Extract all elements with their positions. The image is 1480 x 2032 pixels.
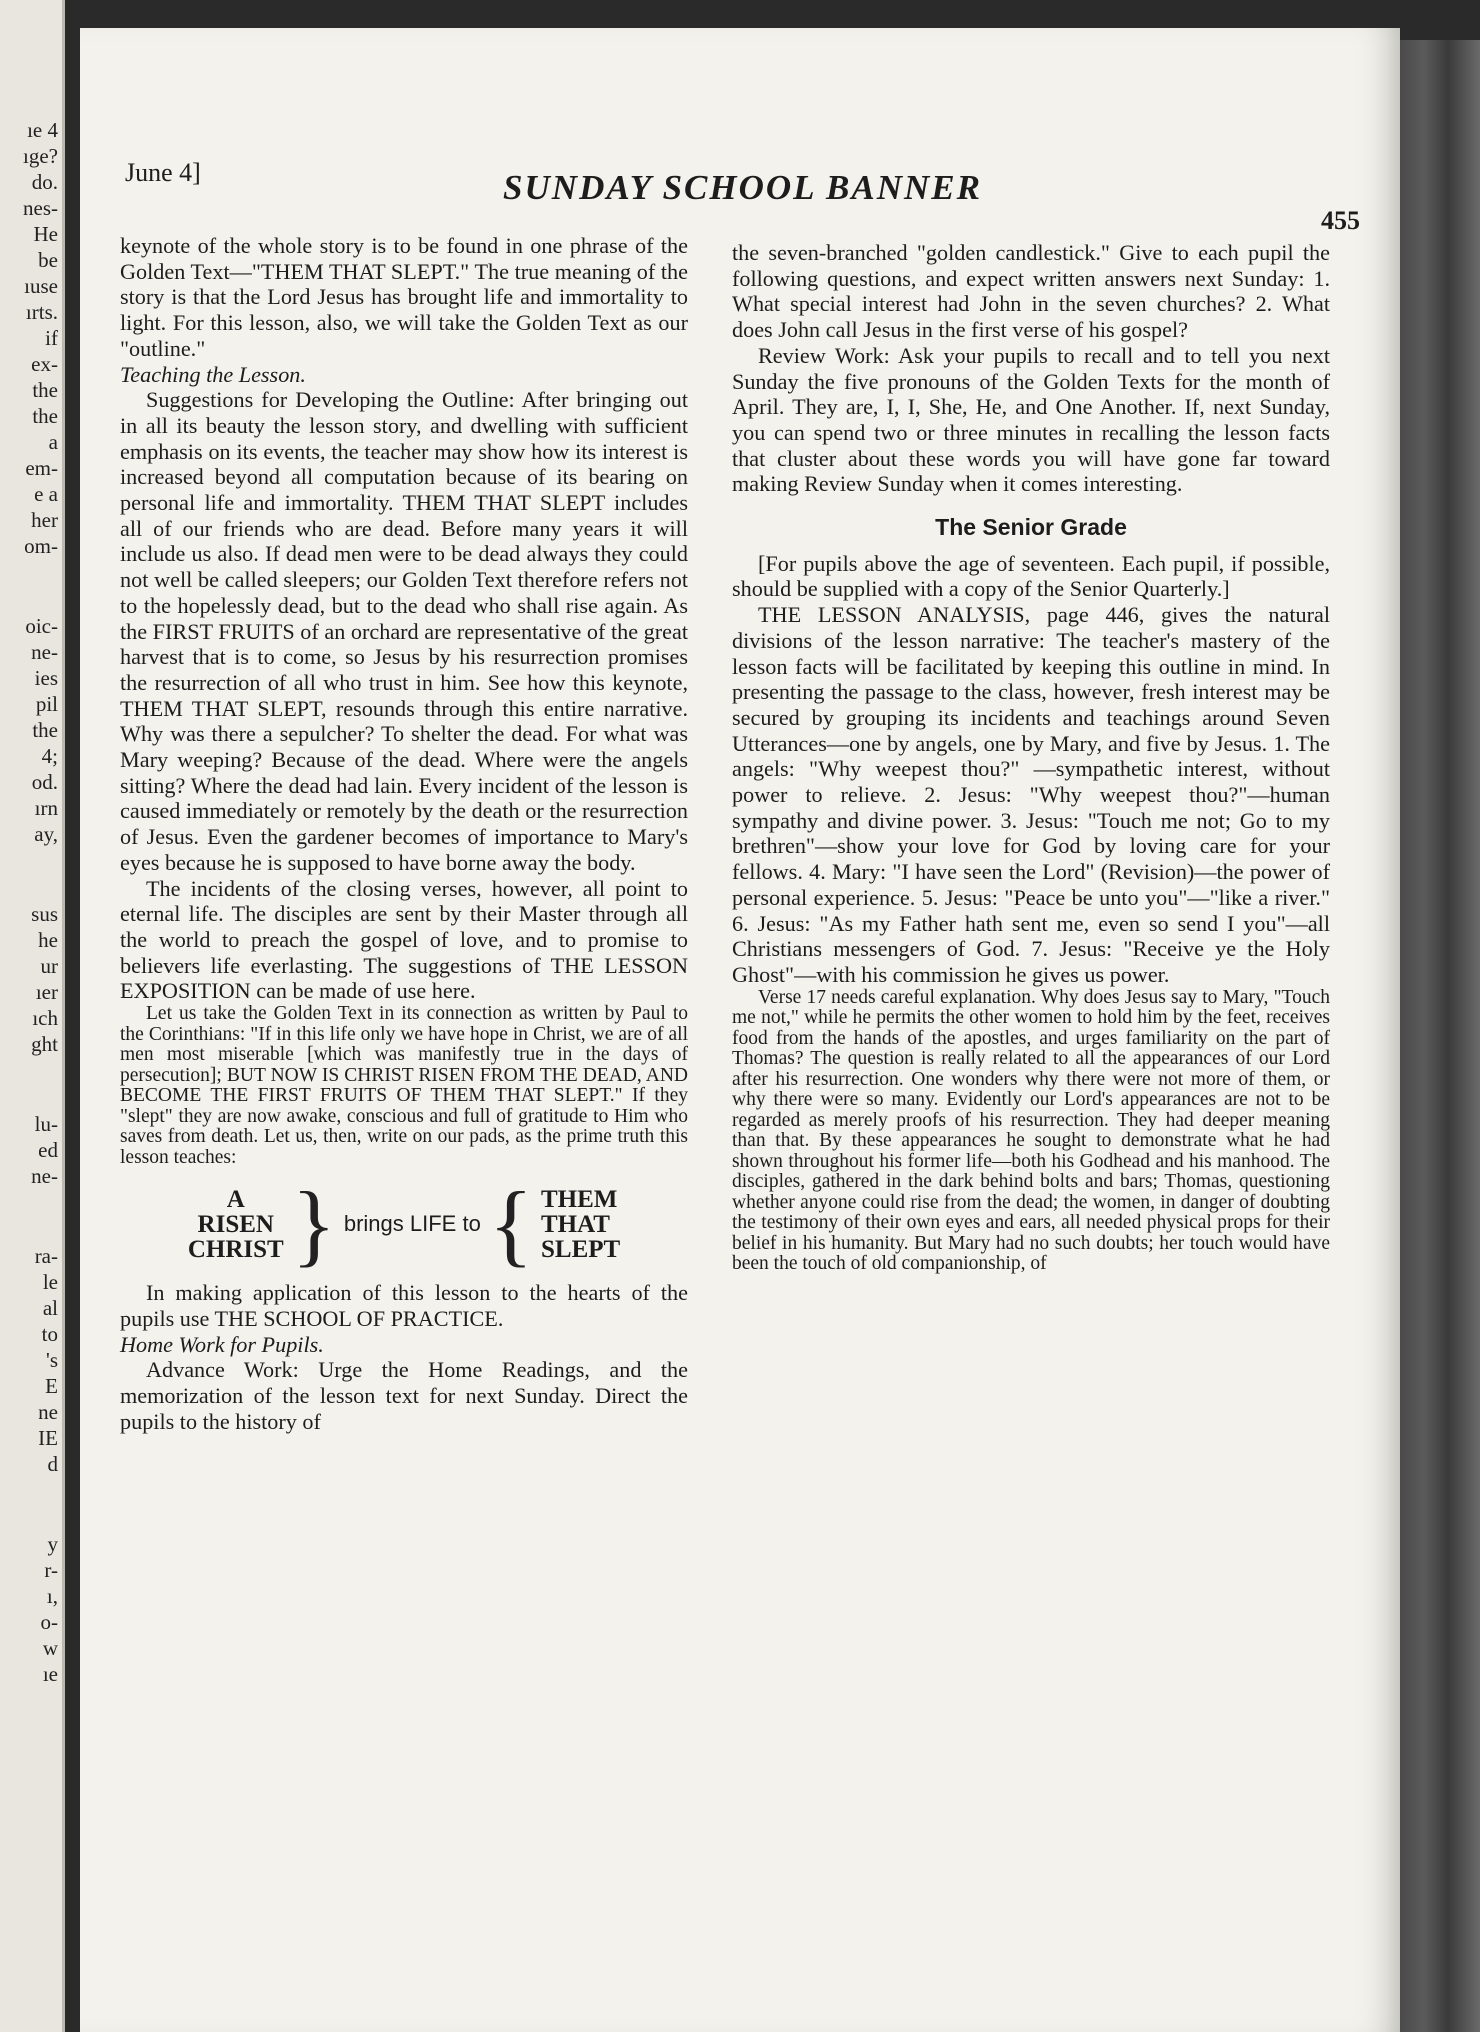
margin-fragment: nes- [23,196,58,220]
margin-fragment: d [47,1452,58,1476]
right-brace: } [291,1173,336,1276]
margin-fragment: be [38,248,58,272]
paragraph: the seven-branched "golden candlestick." Give to each pupil the following questions, and expect written answers next Sunday: 1. What special interest had John in the seven churches? 2. What does John call Jesus in the first verse of his gospel? [732,240,1330,343]
margin-fragment: He [33,222,58,246]
diagram-left-line: RISEN [197,1210,274,1238]
margin-fragment: ıer [35,980,58,1004]
diagram-left [188,1187,284,1262]
left-column [120,233,688,1434]
paragraph: Let us take the Golden Text in its connection as written by Paul to the Corinthians: "If in this life only we have hope in Christ, we are of all men most miserable [which was manifestly true in the days of persecution]; BUT NOW IS CHRIST RISEN FROM THE DEAD, AND BECOME THE FIRST FRUITS OF THEM THAT SLEPT." If they "slept" they are now awake, conscious and full of gratitude to Him who saves from death. Let us, then, write on our pads, as the prime truth this lesson teaches: [120,1003,688,1168]
margin-fragment: her [31,508,58,532]
margin-fragment: om- [24,534,58,558]
margin-fragment: the [32,718,58,742]
margin-fragment: pil [35,692,58,716]
paragraph: Advance Work: Urge the Home Readings, and the memorization of the lesson text for next Sunday. Direct the pupils to the history of [120,1357,688,1434]
margin-fragment: ies [34,666,58,690]
margin-fragment: ırts. [25,300,58,324]
margin-fragment: sus [31,902,58,926]
margin-fragment: do. [31,170,58,194]
diagram-left-line: CHRIST [187,1235,284,1263]
margin-fragment: he [38,928,58,952]
margin-fragment: ne- [31,1164,58,1188]
margin-fragment: ed [38,1138,58,1162]
paragraph: [For pupils above the age of seventeen. Each pupil, if possible, should be supplied with a copy of the Senior Quarterly.] [732,550,1330,602]
margin-fragment: lu- [34,1112,58,1136]
margin-fragment: ex- [31,352,58,376]
margin-fragment: E [45,1374,58,1398]
margin-fragment: ıuse [24,274,58,298]
margin-fragment: if [45,326,58,350]
facing-page-edge [0,0,65,2032]
margin-fragment: ıch [32,1006,58,1030]
margin-fragment: ıe [42,1662,58,1686]
margin-fragment: a [48,430,58,454]
page-number: 455 [1321,206,1360,235]
diagram-middle: brings LIFE to [343,1211,481,1237]
margin-fragment: ur [40,954,58,978]
margin-fragment: y [47,1532,58,1556]
outline-diagram [120,1173,688,1276]
margin-fragment: 4; [41,744,58,768]
margin-fragment: w [42,1636,58,1660]
header-date: June 4] [125,158,201,187]
margin-fragment: ırn [34,796,58,820]
margin-fragment: ı, [46,1584,58,1608]
diagram-right-line: THEM [540,1185,618,1213]
left-brace: { [488,1173,533,1276]
margin-fragment: to [41,1322,58,1346]
paragraph: Review Work: Ask your pupils to recall and to tell you next Sunday the five pronouns of the Golden Texts for the month of April. They are, I, I, She, He, and One Another. If, next Sunday, you can spend two or three minutes in recalling the lesson facts that cluster about these words you will have gone far toward making Review Sunday when it comes interesting. [732,342,1330,497]
margin-fragment: ay, [34,822,58,846]
margin-fragment: 's [46,1348,58,1372]
book-spine-edge [1400,40,1480,2032]
diagram-right-line: THAT [540,1210,610,1238]
diagram-right [541,1187,620,1262]
margin-fragment: le [42,1270,58,1294]
margin-fragment: the [32,378,58,402]
paragraph: keynote of the whole story is to be found in one phrase of the Golden Text—"THEM THAT SLEPT." The true meaning of the story is that the Lord Jesus has brought life and immortality to light. For this lesson, also, we will take the Golden Text as our "outline." [120,233,688,361]
running-header [125,128,1360,235]
diagram-left-line: A [226,1185,245,1213]
right-column [732,240,1330,1275]
margin-fragment: o- [40,1610,58,1634]
margin-fragment: ra- [34,1244,58,1268]
paragraph: Verse 17 needs careful explanation. Why does Jesus say to Mary, "Touch me not," while he permits the other women to hold him by the feet, receives food from the hands of the apostles, and urges familiarity on the part of Thomas? The question is really related to all the appearances of our Lord after his resurrection. One wonders why there were not more of them, or why there were so many. Evidently our Lord's appearances are not to be regarded as merely proofs of his resurrection. They had deeper meaning than that. By these appearances he sought to demonstrate what he had shown throughout his former life—both his Godhead and his manhood. The disciples, gathered in the dark behind bolts and bars; Thomas, questioning whether anyone could rise from the dead; the women, in danger of doubting the testimony of their own eyes and ears, all needed physical props for their belief in his humanity. But Mary had no such doubts; her touch would have been the touch of old companionship, of [732,986,1330,1275]
paragraph: Suggestions for Developing the Outline: After bringing out in all its beauty the lesson story, and dwelling with sufficient emphasis on its events, the teacher may show how its interest is increased beyond all computation because of its bearing on personal life and immortality. THEM THAT SLEPT includes all of our friends who are dead. Before many years it will include us also. If dead men were to be dead always they could not well be called sleepers; our Golden Text therefore refers not to the hopelessly dead, but to the dead who shall rise again. As the FIRST FRUITS of an orchard are representative of the great harvest that is to come, so Jesus by his resurrection promises the resurrection of all who trust in him. See how this keynote, THEM THAT SLEPT, resounds through this entire narrative. Why was there a sepulcher? To shelter the dead. For what was Mary weeping? Because of the dead. Where were the angels sitting? Where the dead had lain. Every incident of the lesson is caused immediately or remotely by the death or the resurrection of Jesus. Even the gardener becomes of importance to Mary's eyes because he is supposed to have borne away the body. [120,387,688,875]
margin-fragment: ıe 4 [27,118,58,142]
header-title: SUNDAY SCHOOL BANNER [503,168,982,207]
paragraph: THE LESSON ANALYSIS, page 446, gives the natural divisions of the lesson narrative: The teacher's mastery of the lesson facts will be facilitated by keeping this outline in mind. In presenting the passage to the class, however, fresh interest may be secured by grouping its incidents and teachings around Seven Utterances—one by angels, one by Mary, and five by Jesus. 1. The angels: "Why weepest thou?" —sympathetic interest, without power to relieve. 2. Jesus: "Why weepest thou?"—human sympathy and divine power. 3. Jesus: "Touch me not; Go to my brethren"—show your love for God by loving care for your fellows. 4. Mary: "I have seen the Lord" (Revision)—the power of personal experience. 5. Jesus: "Peace be unto you"—"like a river." 6. Jesus: "As my Father hath sent me, even so send I you"—all Christians messengers of God. 7. Jesus: "Receive ye the Holy Ghost"—with his commission he gives us power. [732,602,1330,987]
paragraph: In making application of this lesson to the hearts of the pupils use THE SCHOOL OF PRACTICE. [120,1280,688,1331]
margin-fragment: IE [38,1426,58,1450]
margin-fragment: ne [38,1400,58,1424]
book-page [80,28,1400,2032]
margin-fragment: e a [34,482,58,506]
senior-grade-heading: The Senior Grade [935,514,1127,541]
margin-fragment: oic- [25,614,58,638]
paragraph: The incidents of the closing verses, however, all point to eternal life. The disciples are sent by their Master through all the world to preach the gospel of love, and to promise to believers life everlasting. The suggestions of THE LESSON EXPOSITION can be made of use here. [120,875,688,1004]
margin-fragment: ght [31,1032,58,1056]
section-heading-homework: Home Work for Pupils. [120,1331,324,1357]
margin-fragment: al [42,1296,58,1320]
margin-fragment: ıge? [23,144,58,168]
margin-fragment: em- [25,456,58,480]
diagram-right-line: SLEPT [540,1235,621,1263]
section-heading-teaching: Teaching the Lesson. [120,361,306,387]
margin-fragment: r- [44,1558,58,1582]
margin-fragment: od. [31,770,58,794]
margin-fragment: the [32,404,58,428]
margin-fragment: ne- [31,640,58,664]
